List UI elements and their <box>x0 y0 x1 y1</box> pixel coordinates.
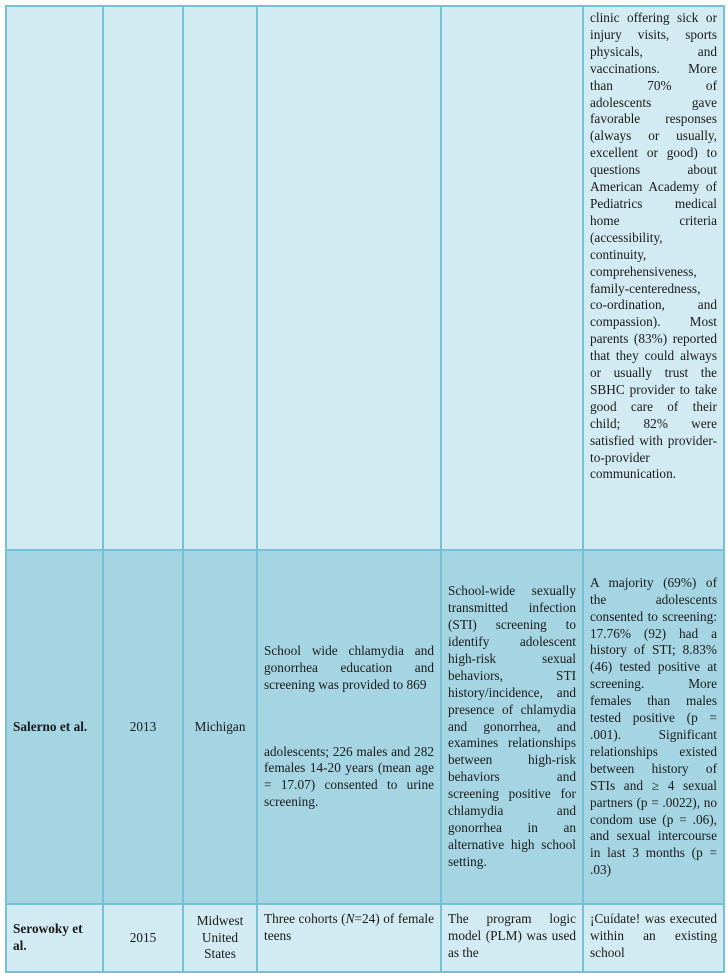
findings-cell: A majority (69%) of the adolescents consented to screening: 17.76% (92) had a history of STI; 8.83% (46) tested positive at screening. More females than males tested positive (p = .001). Significant relationships existed between history of STIs and ≥ 4 sexual partners (p = .0022), no condom use (p = .06), and sexual intercourse in last 3 months (p = .03) <box>583 550 724 904</box>
findings-cell: clinic offering sick or injury visits, sports physicals, and vaccinations. More than 70% of adolescents gave favorable responses (always or usually, excellent or good) to questions about American Academy of Pediatrics medical home criteria (accessibility, continuity, comprehensiveness, family-centeredness, co-ordination, and compassion). Most parents (83%) reported that they could always or usually trust the SBHC provider to take good care of their child; 82% were satisfied with provider-to-provider communication. <box>583 6 724 550</box>
sample-cell <box>257 550 441 904</box>
sample-text-part1: School wide chlamydia and gonorrhea education and screening was provided to 869 <box>264 642 434 692</box>
author-cell: Serowoky et al. <box>6 904 103 972</box>
paragraph-gap <box>264 694 434 744</box>
author-cell: Salerno et al. <box>6 550 103 904</box>
literature-review-table <box>5 5 725 973</box>
location-cell <box>183 6 257 550</box>
sample-cell <box>257 6 441 550</box>
sample-text-pre: Three cohorts ( <box>264 911 346 926</box>
findings-cell: ¡Cuídate! was executed within an existing school <box>583 904 724 972</box>
purpose-cell: The program logic model (PLM) was used as the <box>441 904 583 972</box>
year-cell: 2013 <box>103 550 183 904</box>
sample-cell <box>257 904 441 972</box>
table-row <box>6 6 724 550</box>
table-row <box>6 904 724 972</box>
table-row <box>6 550 724 904</box>
sample-text-post: =24) of female teens <box>264 911 434 943</box>
sample-text-part2: adolescents; 226 males and 282 females 14-20 years (mean age = 17.07) consented to urine screening. <box>264 743 434 810</box>
year-cell <box>103 6 183 550</box>
sample-n-italic: N <box>345 911 355 926</box>
location-cell: Midwest United States <box>183 904 257 972</box>
year-cell: 2015 <box>103 904 183 972</box>
purpose-cell <box>441 6 583 550</box>
author-cell <box>6 6 103 550</box>
purpose-cell: School-wide sexually transmitted infection (STI) screening to identify adolescent high-risk sexual behaviors, STI history/incidence, and presence of chlamydia and gonorrhea, and examines relationships between high-risk behaviors and screening positive for chlamydia and gonorrhea in an alternative high school setting. <box>441 550 583 904</box>
location-cell: Michigan <box>183 550 257 904</box>
